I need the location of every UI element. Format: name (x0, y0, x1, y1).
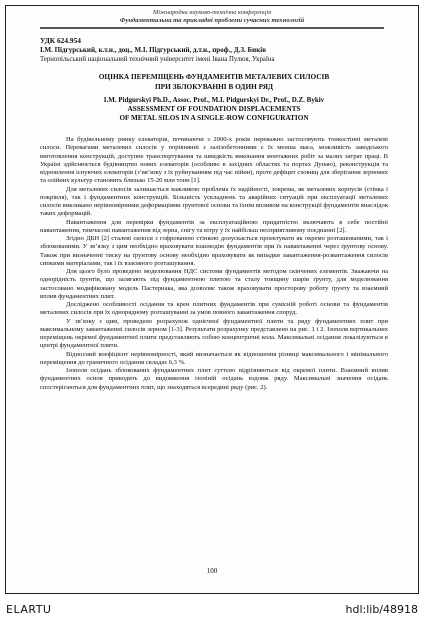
title-en-line-2: OF METAL SILOS IN A SINGLE-ROW CONFIGURATION (119, 114, 309, 122)
authors-en: I.M. Pidgurskyi Ph.D., Assoc. Prof., M.I. Pidgurskyi Dr., Prof., D.Z. Bykiv (103, 96, 325, 104)
title-en-line-1: ASSESSMENT OF FOUNDATION DISPLACEMENTS (127, 105, 301, 113)
footer-left-label: ELARTU (6, 603, 52, 616)
article-body (40, 136, 388, 392)
paragraph: Ізополя осідань зблокованих фундаментних плит суттєво відрізняються від окремої плити. Взаємний вплив фундаментних основ приводить до видовження ізоліній осідань вздовж ряду. Максимальні значення осідань спостерігаються для фундаментних плит, що знаходяться всередині ряду (рис. 2). (40, 367, 388, 391)
conference-header: Міжнародна науково-технічна конференція (152, 9, 272, 16)
page-number: 100 (206, 567, 218, 575)
paragraph: Досліджено особливості осідання та крен плитних фундаментів при сумісній роботі основи та фундаментів металевих силосів при їх однорядному розташуванні за умов повного завантаження споруд. (40, 301, 388, 317)
title-ua-line-2: ПРИ ЗБЛОКУВАННІ В ОДИН РЯД (154, 81, 273, 91)
paragraph: У зв’язку з цим, проведено розрахунок однієчної фундаментної плити та ряду фундаментних плит при максимальному завантаженні силосів зерном [1-3]. Результати розрахунку представлено на рис. 1 і 2. Ізополя вертикальних переміщень окремої фундаментної плити представляють собою концентричні кола. Максимальні осідання локалізуються в центрі фундаментної плити. (40, 317, 388, 350)
udk-code: УДК 624.954 (40, 36, 81, 45)
paragraph: Відносний коефіцієнт нерівномірності, який визначається як відношення різниці максимального і мінімального переміщення до граничного осідання складає 6,3 %. (40, 350, 388, 366)
paragraph: Згідно ДБН [2] сталеві силоси з гофрованою стінкою допускається проектувати як окремо розташованими, так і зблокованими. У зв’язку з цим необхідно враховувати взаємодію фундаментів при їх навантаженні через ґрунтову основу. Також при визначенні тиску на ґрунтову основу необхідно враховувати як випадки завантаження-розвантаження силосів сипкими матеріалами, так і їх взаємного розташування. (40, 235, 388, 267)
document-page (5, 5, 419, 594)
handle-link[interactable]: hdl:lib/48918 (345, 603, 418, 616)
authors-ua: І.М. Підгурський, к.т.н., доц., М.І. Підгурський, д.т.н., проф., Д.З. Биків (40, 46, 266, 54)
title-en (40, 105, 388, 123)
title-ua (40, 72, 388, 91)
paragraph: Навантаження для перевірки фундаментів за експлуатаційною придатністю включають в себе постійні навантаження, тимчасові навантаження від зерна, снігу та вітру у їх найбільш несприятливому поєднанні [2]. (40, 218, 388, 234)
title-ua-line-1: ОЦІНКА ПЕРЕМІЩЕНЬ ФУНДАМЕНТІВ МЕТАЛЕВИХ СИЛОСІВ (98, 72, 330, 81)
paragraph: На будівельному ринку елеваторів, починаючи з 2000-х років переважно застосовують тонкостінні металеві силоси. Перевагами металевих силосів у порівнянні з залізобетонними є їх менша маса, можливість заводського виготовлення конструкцій, доступне транспортування та швидкість виконання монтажних робіт за малих затрат праці. В Україні здійснюється будівництво нових елеваторів (особливо в західних областях та портах Дунаю), реконструкція та відновлення існуючих елеваторів (з’вя’язку з їх руйнуванням під час війни), проте дефіцит сховищ для зберігання зернових та олійних культур становить близько 15-20 млн тонн [1]. (40, 136, 388, 185)
header-divider (40, 27, 384, 29)
paragraph: Для металевих силосів залишається важливою проблема їх надійності, зокрема, як металевих корпусів (стінка і покрівля), так і фундаментних конструкцій. Більшість ускладнень та аварійних ситуацій при експлуатації металевих силосів викликано нерівномірними деформаціями ґрунтової основи та їхнім впливом на конструкції фундаментів внаслідок таких деформацій. (40, 185, 388, 218)
paragraph: Для цього було проведено моделювання НДС системи фундаментів методом скінчених елементів. Зважаючи на однорідність ґрунтів, що залягають під фундаментною плитою та сталу товщину шарів ґрунту, для моделювання застосовано модифіковану модель Пастернака, яка дозволяє також враховувати просторову роботу ґрунту та взаємний вплив фундаментних плит. (40, 268, 388, 300)
affiliation: Тернопільський національний технічний університет імені Івана Пулюя, Україна (40, 56, 275, 63)
repository-footer (0, 599, 424, 620)
conference-topic: Фундаментальна та прикладні проблеми сучасних технологій (119, 17, 305, 24)
